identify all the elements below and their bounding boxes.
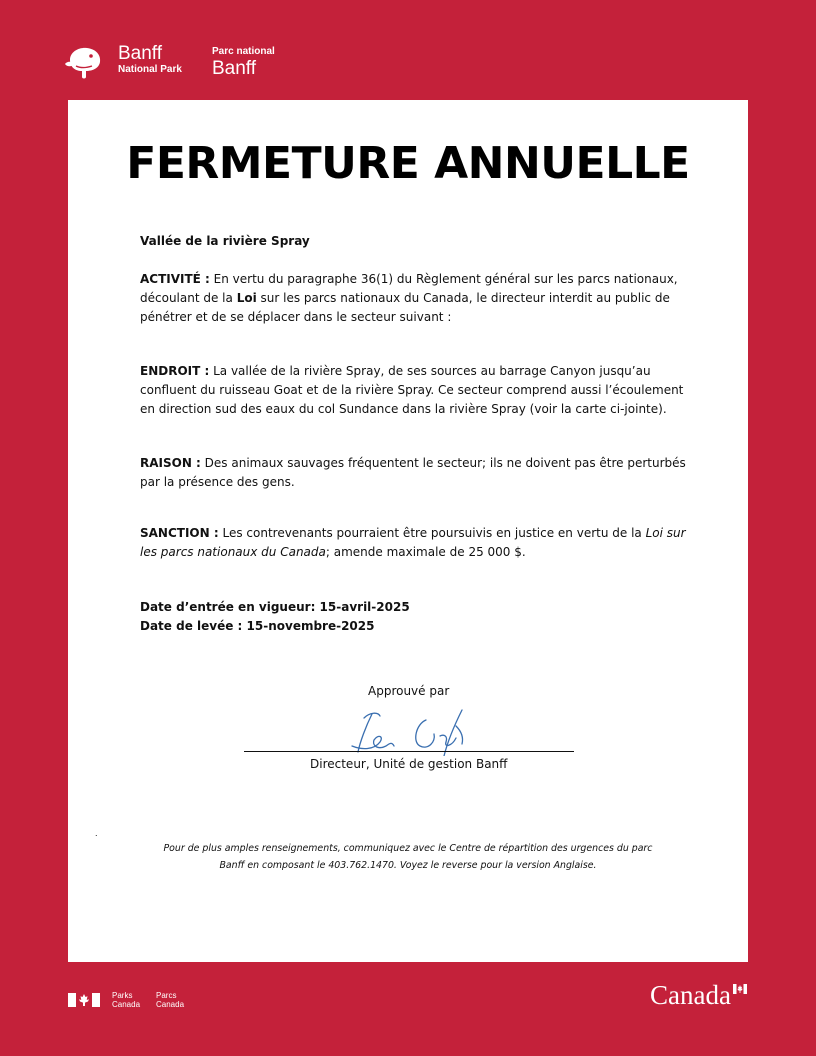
raison-text: Des animaux sauvages fréquentent le secteur; ils ne doivent pas être perturbés par la présence des gens. <box>140 456 686 489</box>
date-entree: Date d’entrée en vigueur: 15-avril-2025 <box>140 600 410 614</box>
signature-image <box>344 706 494 756</box>
activite-label: ACTIVITÉ : <box>140 272 210 286</box>
parcs-canada-fr <box>156 991 184 1009</box>
banff-logo <box>62 44 292 80</box>
notice-sheet <box>68 100 748 962</box>
parks-line-2: Canada <box>112 1000 141 1009</box>
paragraph-raison <box>140 454 700 492</box>
canada-wordmark: Canada <box>650 980 731 1010</box>
contact-note-line-1: Pour de plus amples renseignements, communiquez avec le Centre de répartition des urgences du parc <box>163 843 653 854</box>
contact-note <box>128 840 688 874</box>
section-title: Vallée de la rivière Spray <box>140 234 310 248</box>
canada-wordmark-flag-icon <box>733 984 747 994</box>
raison-label: RAISON : <box>140 456 201 470</box>
parcs-line-2: Canada <box>156 1000 185 1009</box>
sanction-loi: Loi sur les parcs nationaux du Canada <box>140 526 686 559</box>
banff-fr-wordmark <box>212 47 275 78</box>
date-levee: Date de levée : 15-novembre-2025 <box>140 619 375 633</box>
banff-fr-subtitle: Parc national <box>212 46 275 57</box>
banff-en-subtitle: National Park <box>118 64 182 75</box>
paragraph-endroit <box>140 362 700 419</box>
director-title: Directeur, Unité de gestion Banff <box>310 757 508 771</box>
activite-text-2: sur les parcs nationaux du Canada, le directeur interdit au public de pénétrer et de se déplacer dans le secteur suivant : <box>140 291 670 324</box>
banff-en-title: Banff <box>118 43 163 64</box>
endroit-text: La vallée de la rivière Spray, de ses sources au barrage Canyon jusqu’au confluent du ruisseau Goat et de la rivière Spray. Ce secteur comprend aussi l’écoulement en direction sud des eaux du col Sundance dans la rivière Spray (voir la carte ci-jointe). <box>140 364 684 416</box>
endroit-label: ENDROIT : <box>140 364 210 378</box>
activite-text-1: En vertu du paragraphe 36(1) du Règlement général sur les parcs nationaux, découlant de la <box>140 272 678 305</box>
notice-title: FERMETURE ANNUELLE <box>126 138 690 189</box>
banff-en-wordmark <box>118 44 182 75</box>
contact-note-line-2: Banff en composant le 403.762.1470. Voyez le reverse pour la version Anglaise. <box>219 860 597 871</box>
dates-block <box>140 598 700 636</box>
parks-canada-logo <box>68 991 198 1011</box>
sanction-label: SANCTION : <box>140 526 219 540</box>
signature-line <box>244 751 574 752</box>
beaver-icon <box>62 46 104 80</box>
parcs-line-1: Parcs <box>156 991 177 1000</box>
canada-flag-icon <box>68 993 100 1007</box>
banff-fr-title: Banff <box>212 58 257 79</box>
sanction-text-1: Les contrevenants pourraient être poursuivis en justice en vertu de la <box>218 526 646 540</box>
paragraph-activite <box>140 270 700 327</box>
parks-canada-en <box>112 991 140 1009</box>
stray-dot: . <box>95 828 98 838</box>
approved-by: Approuvé par <box>368 684 450 698</box>
parks-line-1: Parks <box>112 991 133 1000</box>
sanction-text-2: ; amende maximale de 25 000 $. <box>325 545 526 559</box>
activite-loi: Loi <box>236 291 257 305</box>
paragraph-sanction <box>140 524 700 562</box>
